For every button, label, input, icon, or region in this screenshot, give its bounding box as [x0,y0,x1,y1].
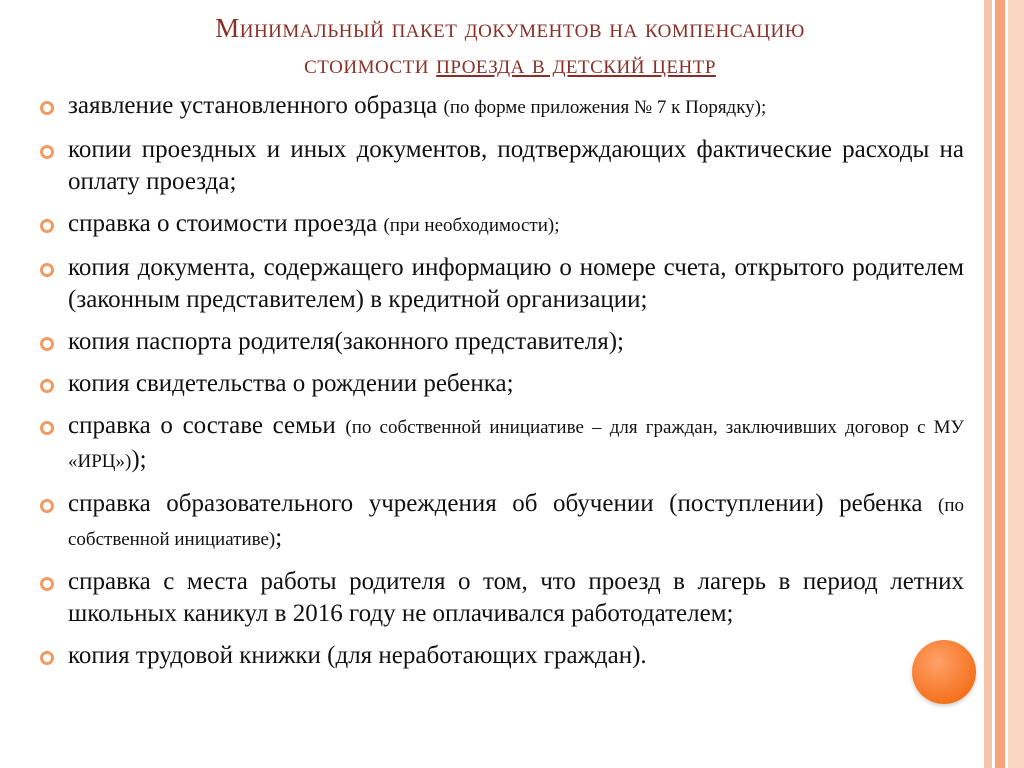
bullet-icon [40,577,54,591]
item-note: (по форме приложения № 7 к Порядку); [443,97,767,118]
bullet-icon [40,337,54,351]
bullet-icon [40,101,54,115]
decorative-stripes [984,0,1024,768]
stripe [1008,0,1024,768]
item-text: копия трудовой книжки (для неработающих граждан). [68,642,647,669]
list-item [40,640,964,672]
list-item [40,134,964,198]
list-item [40,252,964,316]
list-item [40,410,964,478]
item-text: копии проездных и иных документов, подтверждающих фактические расходы на оплату проезда; [68,136,964,195]
bullet-icon [40,219,54,233]
list-item [40,368,964,400]
item-text: копия свидетельства о рождении ребенка; [68,370,514,397]
item-text: заявление установленного образца [68,92,444,119]
bullet-icon [40,651,54,665]
item-text: копия паспорта родителя(законного представителя); [68,328,625,355]
item-note: (по собственной инициативе) [68,495,964,550]
stripe [995,0,1005,768]
list-item [40,326,964,358]
list-item [40,488,964,556]
bullet-icon [40,145,54,159]
title-line-2 [60,46,960,82]
document-list [40,90,964,682]
slide-title [60,10,960,82]
list-item [40,566,964,630]
item-tail: ; [275,524,283,551]
list-item [40,90,964,124]
item-note: (при необходимости); [383,215,560,236]
bullet-icon [40,421,54,435]
decorative-circle [912,640,976,704]
bullet-icon [40,379,54,393]
list-item [40,208,964,242]
item-tail: ); [131,446,147,473]
item-text: справка образовательного учреждения об обучении (поступлении) ребенка [68,490,938,517]
stripe [984,0,992,768]
item-text: справка о стоимости проезда [68,210,384,237]
title-line-1: Минимальный пакет документов на компенсацию [215,13,805,43]
bullet-icon [40,263,54,277]
title-line-2-plain: стоимости [304,49,437,79]
item-text: копия документа, содержащего информацию о номере счета, открытого родителем (законным представителем) в кредитной организации; [68,254,964,313]
item-note: (по собственной инициативе – для граждан, заключивших договор с МУ «ИРЦ») [68,417,965,472]
item-text: справка о составе семьи [68,412,346,439]
item-text: справка с места работы родителя о том, что проезд в лагерь в период летних школьных каникул в 2016 году не оплачивался работодателем; [68,568,964,627]
title-line-2-underlined: проезда в детский центр [436,49,716,79]
bullet-icon [40,499,54,513]
